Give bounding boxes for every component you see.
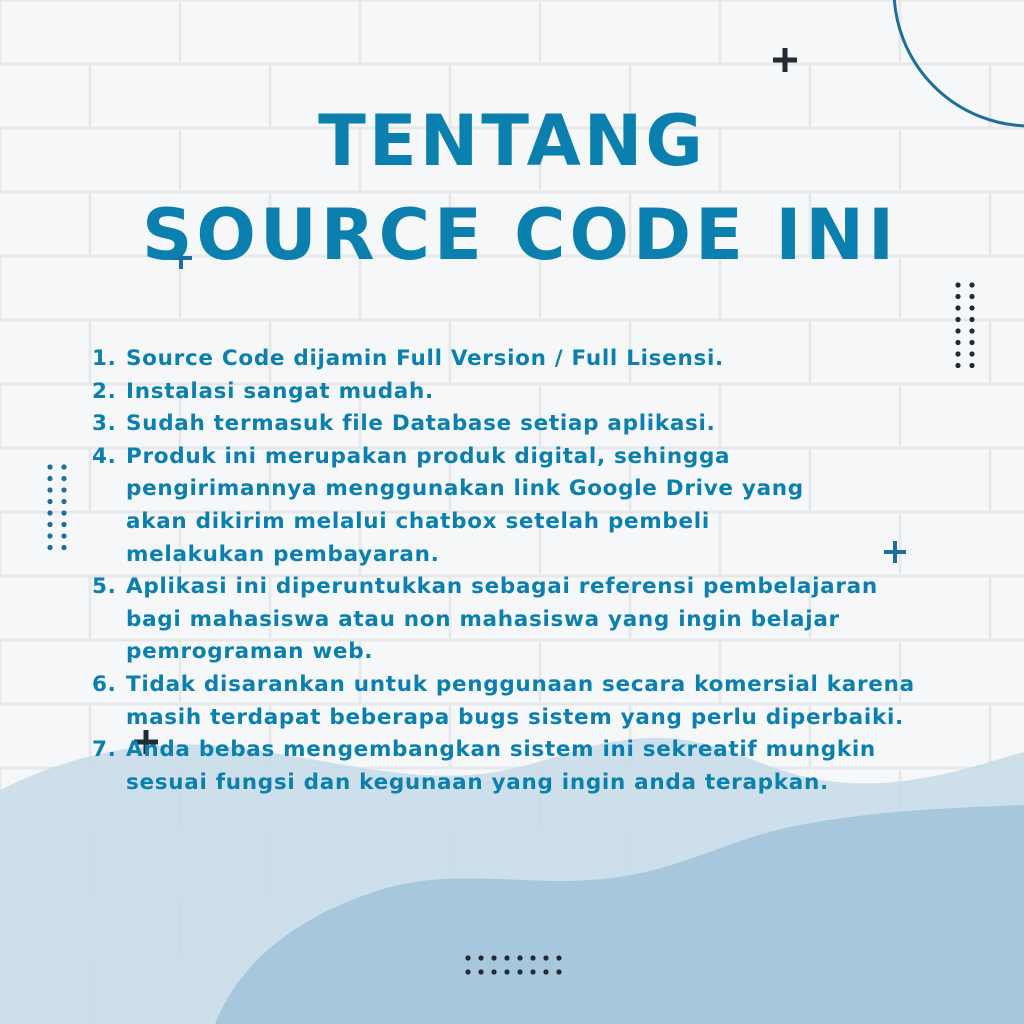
dot xyxy=(969,328,974,333)
dot xyxy=(47,510,52,515)
dot xyxy=(517,955,522,960)
item-text: pemrograman web. xyxy=(126,639,374,665)
item-text: Instalasi sangat mudah. xyxy=(126,378,434,404)
dot xyxy=(556,969,561,974)
dot xyxy=(47,545,52,550)
item-number: 4. xyxy=(92,443,117,469)
dot xyxy=(491,969,496,974)
list-item xyxy=(92,734,992,799)
dot xyxy=(478,955,483,960)
dot xyxy=(478,969,483,974)
item-number: 1. xyxy=(92,346,117,371)
dot xyxy=(543,955,548,960)
dot xyxy=(556,955,561,960)
dot-grid-left xyxy=(47,464,66,550)
item-number: 5. xyxy=(92,574,117,600)
item-text: Tidak disarankan untuk penggunaan secara komersial karena xyxy=(126,671,915,697)
dot xyxy=(47,533,52,538)
item-text: pengirimannya menggunakan link Google Drive yang xyxy=(126,476,804,502)
dot xyxy=(955,317,960,322)
plus-icon xyxy=(773,48,797,72)
item-text: melakukan pembayaran. xyxy=(126,541,440,567)
dot xyxy=(47,499,52,504)
info-list xyxy=(92,343,992,799)
dot xyxy=(491,955,496,960)
dot xyxy=(47,476,52,481)
dot xyxy=(47,487,52,492)
item-text: Source Code dijamin Full Version / Full Lisensi. xyxy=(126,346,724,371)
dot xyxy=(47,522,52,527)
title-line-1: TENTANG xyxy=(318,100,706,182)
item-text: Anda bebas mengembangkan sistem ini sekreatif mungkin xyxy=(126,737,876,763)
list-item xyxy=(92,408,992,441)
dot xyxy=(530,969,535,974)
dot xyxy=(955,328,960,333)
dot xyxy=(504,969,509,974)
dot xyxy=(61,545,66,550)
list-item xyxy=(92,571,992,669)
item-text: akan dikirim melalui chatbox setelah pembeli xyxy=(126,508,710,534)
list-item xyxy=(92,376,992,409)
dot xyxy=(61,487,66,492)
item-text: Sudah termasuk file Database setiap aplikasi. xyxy=(126,411,716,437)
dot xyxy=(543,969,548,974)
list-item xyxy=(92,343,992,376)
dot-grid-bottom xyxy=(465,955,561,974)
dot xyxy=(969,317,974,322)
item-text: bagi mahasiswa atau non mahasiswa yang ingin belajar xyxy=(126,606,840,632)
dot xyxy=(504,955,509,960)
list-item xyxy=(92,669,992,734)
item-number: 6. xyxy=(92,671,117,697)
dot xyxy=(969,294,974,299)
dot xyxy=(61,522,66,527)
title-line-2: SOURCE CODE INI xyxy=(141,194,899,276)
dot xyxy=(61,476,66,481)
dot xyxy=(61,533,66,538)
item-text: masih terdapat beberapa bugs sistem yang perlu diperbaiki. xyxy=(126,704,904,730)
dot xyxy=(969,282,974,287)
dot xyxy=(61,499,66,504)
dot xyxy=(47,464,52,469)
dot xyxy=(955,282,960,287)
item-text: Aplikasi ini diperuntukkan sebagai referensi pembelajaran xyxy=(126,574,878,600)
dot xyxy=(465,955,470,960)
dot xyxy=(530,955,535,960)
item-number: 2. xyxy=(92,378,117,404)
item-number: 3. xyxy=(92,411,117,437)
item-number: 7. xyxy=(92,737,117,763)
dot xyxy=(61,464,66,469)
list-item xyxy=(92,441,992,571)
dot xyxy=(955,294,960,299)
dot xyxy=(465,969,470,974)
dot xyxy=(61,510,66,515)
dot xyxy=(969,305,974,310)
item-text: Produk ini merupakan produk digital, sehingga xyxy=(126,443,731,469)
dot xyxy=(517,969,522,974)
dot xyxy=(955,305,960,310)
item-text: sesuai fungsi dan kegunaan yang ingin anda terapkan. xyxy=(126,769,829,795)
